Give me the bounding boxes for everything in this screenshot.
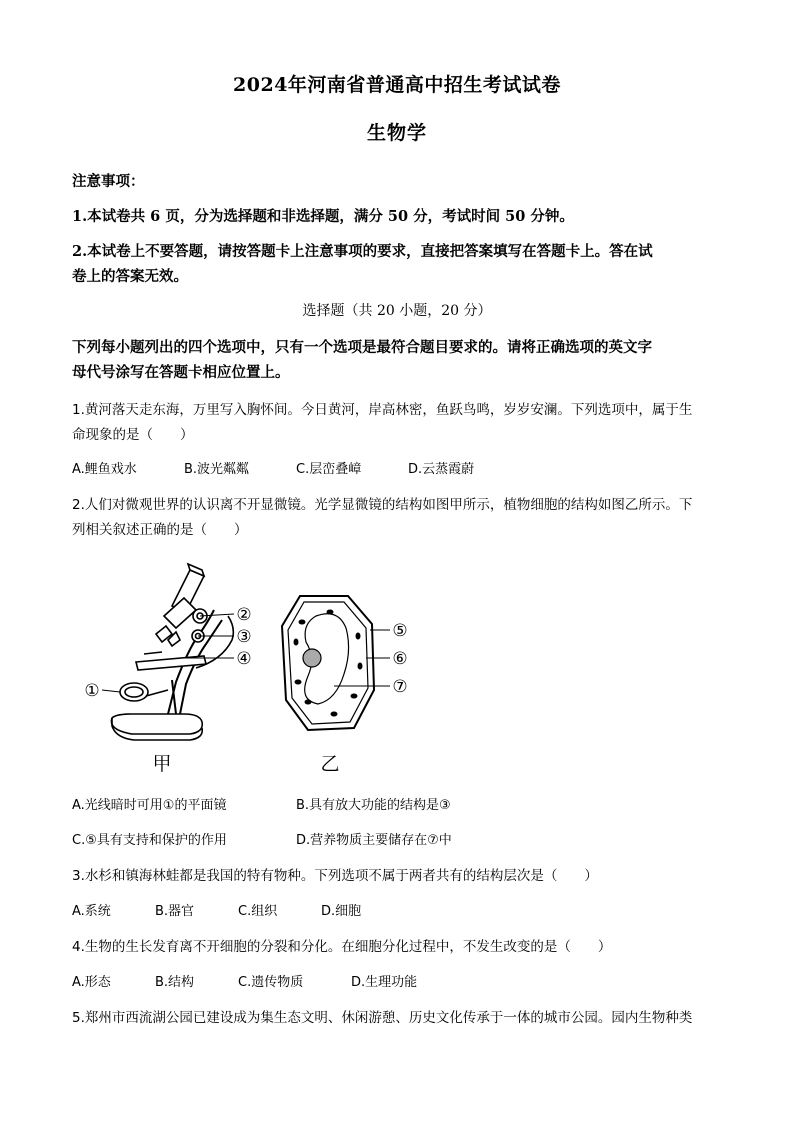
q1-option-c: C.层峦叠嶂 <box>296 462 362 477</box>
figure-label-yi: 乙 <box>320 753 340 775</box>
marker-7: ⑦ <box>392 677 408 697</box>
q4-option-c: C.遗传物质 <box>238 975 304 990</box>
question-4-line-1: 4.生物的生长发育离不开细胞的分裂和分化。在细胞分化过程中，不发生改变的是（ ） <box>72 939 612 955</box>
q4-option-d: D.生理功能 <box>351 975 418 990</box>
question-2-line-2: 列相关叙述正确的是（ ） <box>72 522 248 538</box>
question-3-line-1: 3.水杉和镇海林蛙都是我国的特有物种。下列选项不属于两者共有的结构层次是（ ） <box>72 868 598 884</box>
marker-3: ③ <box>236 627 252 647</box>
plant-cell-illustration <box>282 596 374 730</box>
notes-item-2-line-1: 2.本试卷上不要答题，请按答题卡上注意事项的要求，直接把答案填写在答题卡上。答在试 <box>72 243 653 260</box>
question-1-line-2: 命现象的是（ ） <box>72 427 194 443</box>
q2-option-a: A.光线暗时可用①的平面镜 <box>72 798 227 813</box>
instruction-line-2: 母代号涂写在答题卡相应位置上。 <box>72 364 290 381</box>
q2-option-d: D.营养物质主要储存在⑦中 <box>296 833 452 848</box>
q4-option-b: B.结构 <box>155 975 195 990</box>
marker-6: ⑥ <box>392 649 408 669</box>
instruction-line-1: 下列每小题列出的四个选项中，只有一个选项是最符合题目要求的。请将正确选项的英文字 <box>72 339 652 356</box>
q3-option-a: A.系统 <box>72 904 111 919</box>
q1-option-d: D.云蒸霞蔚 <box>408 462 475 477</box>
q3-option-c: C.组织 <box>238 904 278 919</box>
q1-option-a: A.鲤鱼戏水 <box>72 462 137 477</box>
marker-2: ② <box>236 605 252 625</box>
marker-1: ① <box>84 681 100 701</box>
subject-title: 生物学 <box>366 122 427 144</box>
q3-option-b: B.器官 <box>155 904 195 919</box>
figure-microscope-and-cell <box>72 550 432 780</box>
q4-option-a: A.形态 <box>72 975 111 990</box>
question-1-line-1: 1.黄河落天走东海，万里写入胸怀间。今日黄河，岸高林密，鱼跃鸟鸣，岁岁安澜。下列选项中，属于生 <box>72 402 693 418</box>
question-2-line-1: 2.人们对微观世界的认识离不开显微镜。光学显微镜的结构如图甲所示，植物细胞的结构如图乙所示。下 <box>72 497 693 513</box>
q2-option-b: B.具有放大功能的结构是③ <box>296 798 451 813</box>
marker-4: ④ <box>236 649 252 669</box>
figure-label-jia: 甲 <box>152 753 172 775</box>
notes-item-1: 1.本试卷共 6 页，分为选择题和非选择题，满分 50 分，考试时间 50 分钟。 <box>72 208 574 225</box>
question-5-line-1: 5.郑州市西流湖公园已建设成为集生态文明、休闲游憩、历史文化传承于一体的城市公园。园内生物种类 <box>72 1010 693 1026</box>
q1-option-b: B.波光粼粼 <box>184 462 250 477</box>
microscope-illustration <box>111 564 233 740</box>
exam-title: 2024年河南省普通高中招生考试试卷 <box>233 74 561 96</box>
section-title: 选择题（共 20 小题，20 分） <box>302 303 492 319</box>
marker-5: ⑤ <box>392 621 408 641</box>
notes-item-2-line-2: 卷上的答案无效。 <box>72 268 188 285</box>
q2-option-c: C.⑤具有支持和保护的作用 <box>72 833 227 848</box>
notes-heading: 注意事项： <box>72 173 145 190</box>
q3-option-d: D.细胞 <box>321 904 362 919</box>
